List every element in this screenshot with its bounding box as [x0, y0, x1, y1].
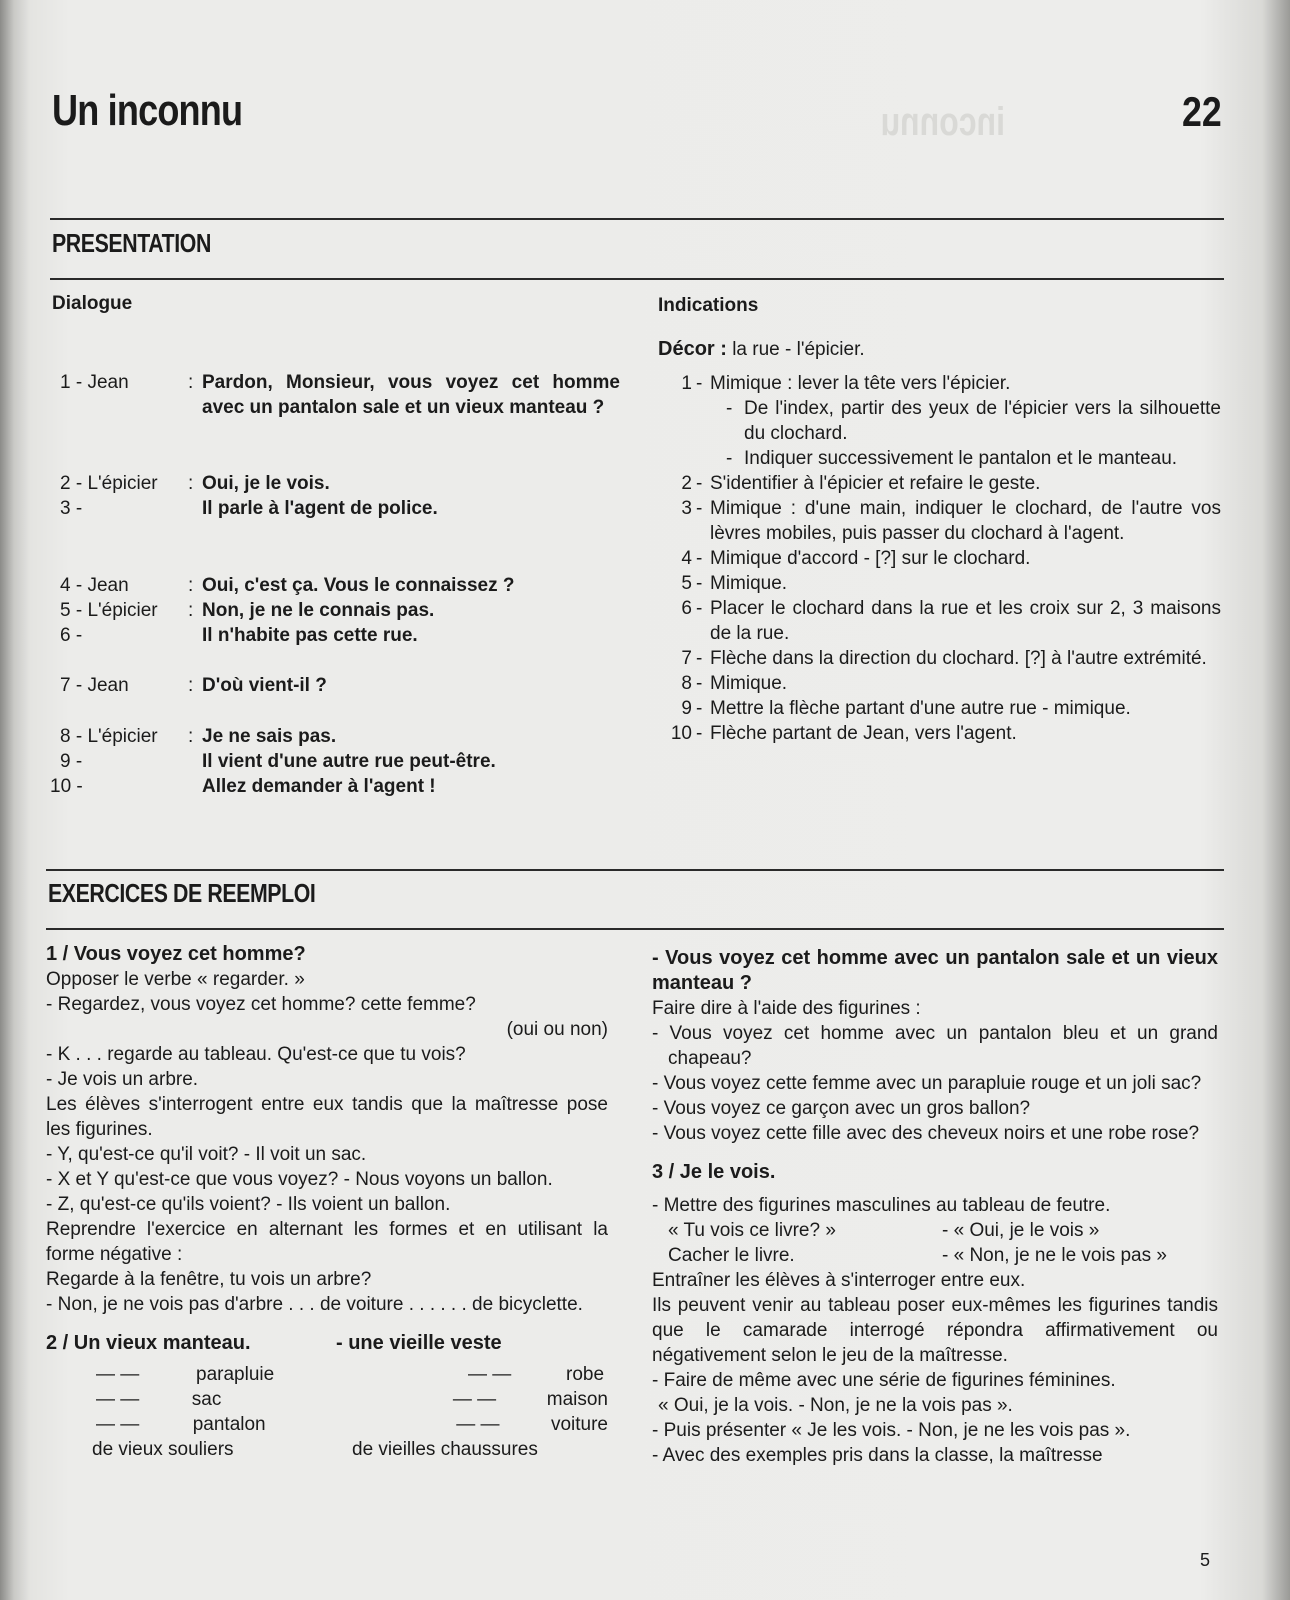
vocab-word: maison: [546, 1389, 608, 1410]
speaker: 10 -: [50, 776, 83, 797]
vocab-dash: — —: [468, 1364, 512, 1385]
indication-text: Mettre la flèche partant d'une autre rue - mimique.: [710, 698, 1131, 719]
section-rule-bottom: [46, 928, 1224, 930]
dialogue-line: 7 - Jean : D'où vient-il ?: [50, 673, 620, 698]
indication-text: Mimique : d'une main, indiquer le clochard, de l'autre vos lèvres mobiles, puis passer du clochard à l'agent.: [710, 498, 1221, 544]
section-rule-bottom: [50, 278, 1224, 280]
speaker: 8 - L'épicier: [60, 726, 158, 747]
line-text: Allez demander à l'agent !: [202, 776, 436, 797]
exercise-line: - Faire de même avec une série de figurines féminines.: [652, 1370, 1116, 1391]
indication-item: 7 - Flèche dans la direction du clochard. [?] à l'autre extrémité.: [656, 646, 1221, 671]
indication-number: 1: [681, 373, 692, 394]
section-rule-top: [50, 218, 1224, 220]
dialogue-line: [50, 623, 620, 648]
line-text: Non, je ne le connais pas.: [202, 600, 435, 621]
dialogue-line: [50, 749, 620, 774]
indication-item: 4 - Mimique d'accord - [?] sur le clochard.: [656, 546, 1221, 571]
lesson-number: 22: [1182, 88, 1222, 135]
indication-subitem: - Indiquer successivement le pantalon et le manteau.: [656, 446, 1221, 471]
line-text: Pardon, Monsieur, vous voyez cet homme avec un pantalon sale et un vieux manteau ?: [202, 372, 620, 418]
line-text: Il n'habite pas cette rue.: [202, 625, 418, 646]
exercices-heading: EXERCICES DE REEMPLOI: [48, 878, 316, 908]
vocab-word: de vieilles chaussures: [352, 1439, 538, 1460]
vocab-row: [46, 1362, 608, 1387]
indication-text: Indiquer successivement le pantalon et le manteau.: [744, 448, 1178, 469]
section-rule-top: [46, 869, 1224, 871]
exercise-line: - « Non, je ne le vois pas »: [942, 1245, 1167, 1266]
dialogue-line: 2 - L'épicier : Oui, je le vois.: [50, 471, 620, 496]
line-text: Oui, je le vois.: [202, 473, 330, 494]
exercise-2-heading: 2 / Un vieux manteau.: [46, 1332, 251, 1354]
indication-number: 7: [681, 648, 692, 669]
speaker: 1 - Jean: [60, 372, 129, 393]
exercise-3-heading: 3 / Je le vois.: [652, 1161, 776, 1183]
exercise-line: - Vous voyez cet homme avec un pantalon bleu et un grand chapeau?: [652, 1023, 1218, 1069]
indication-text: De l'index, partir des yeux de l'épicier vers la silhouette du clochard.: [744, 398, 1221, 444]
exercise-line: - Vous voyez cette fille avec des cheveux noirs et une robe rose?: [652, 1123, 1200, 1144]
indication-number: 9: [681, 698, 692, 719]
dialogue-line: 5 - L'épicier : Non, je ne le connais pas.: [50, 598, 620, 623]
vocab-dash: — —: [96, 1389, 140, 1410]
indication-number: 8: [681, 673, 692, 694]
speaker: 9 -: [60, 751, 83, 772]
indication-text: S'identifier à l'épicier et refaire le geste.: [710, 473, 1041, 494]
exercise-text: Faire dire à l'aide des figurines :: [652, 998, 921, 1019]
vocab-word: robe: [566, 1364, 605, 1385]
speaker: 6 -: [60, 625, 83, 646]
indication-text: Mimique : lever la tête vers l'épicier.: [710, 373, 1011, 394]
exercise-line: Cacher le livre.: [668, 1245, 795, 1266]
dialogue-line: 1 - Jean : Pardon, Monsieur, vous voyez cet homme avec un pantalon sale et un vieux manteau ?: [50, 370, 620, 420]
dialogue-line: [50, 774, 620, 799]
indication-text: Flèche dans la direction du clochard. [?] à l'autre extrémité.: [710, 648, 1207, 669]
indications-heading: Indications: [658, 295, 759, 316]
exercise-text: Ils peuvent venir au tableau poser eux-mêmes les figurines tandis que le camarade interrogé répondra affirmativement ou négativement selon le jeu de la maîtresse.: [652, 1295, 1218, 1366]
exercise-line: - Y, qu'est-ce qu'il voit? - Il voit un sac.: [46, 1144, 367, 1165]
speaker: 4 - Jean: [60, 575, 129, 596]
indication-item: 5 - Mimique.: [656, 571, 1221, 596]
exercise-line: - K . . . regarde au tableau. Qu'est-ce que tu vois?: [46, 1044, 466, 1065]
indication-text: Mimique.: [710, 573, 788, 594]
indication-number: 5: [681, 573, 692, 594]
indication-item: 6 - Placer le clochard dans la rue et les croix sur 2, 3 maisons de la rue.: [656, 596, 1221, 646]
vocab-dash: — —: [456, 1414, 500, 1435]
exercise-line: (oui ou non): [506, 1019, 608, 1040]
vocab-word: de vieux souliers: [92, 1439, 234, 1460]
indication-item: 9 - Mettre la flèche partant d'une autre rue - mimique.: [656, 696, 1221, 721]
indication-number: 6: [681, 598, 692, 619]
exercise-line: - Z, qu'est-ce qu'ils voient? - Ils voient un ballon.: [46, 1194, 451, 1215]
vocab-row: [46, 1387, 608, 1412]
line-text: D'où vient-il ?: [202, 675, 327, 696]
exercise-line: - « Oui, je le vois »: [942, 1220, 1100, 1241]
exercise-text: Opposer le verbe « regarder. »: [46, 969, 305, 990]
dialogue-line: [50, 496, 620, 521]
indication-item: 2 - S'identifier à l'épicier et refaire le geste.: [656, 471, 1221, 496]
exercise-line: « Oui, je la vois. - Non, je ne la vois pas ».: [658, 1395, 1013, 1416]
indication-text: Mimique d'accord - [?] sur le clochard.: [710, 548, 1031, 569]
footer-page-number: 5: [1199, 1550, 1210, 1570]
dialogue-line: 8 - L'épicier : Je ne sais pas.: [50, 724, 620, 749]
decor-label: Décor :: [658, 338, 727, 360]
indication-number: 2: [681, 473, 692, 494]
indication-item: 1 - Mimique : lever la tête vers l'épicier.: [656, 371, 1221, 396]
dialogue-line: 4 - Jean : Oui, c'est ça. Vous le connaissez ?: [50, 573, 620, 598]
exercise-line: - X et Y qu'est-ce que vous voyez? - Nous voyons un ballon.: [46, 1169, 553, 1190]
vocab-word: parapluie: [196, 1364, 275, 1385]
exercise-text: Entraîner les élèves à s'interroger entre eux.: [652, 1270, 1026, 1291]
exercise-text: Regarde à la fenêtre, tu vois un arbre?: [46, 1269, 372, 1290]
exercise-line: - Avec des exemples pris dans la classe, la maîtresse: [652, 1445, 1103, 1466]
exercise-1-heading: 1 / Vous voyez cet homme?: [46, 943, 306, 965]
exercise-line: - Vous voyez cette femme avec un parapluie rouge et un joli sac?: [652, 1073, 1202, 1094]
exercise-line: - Non, je ne vois pas d'arbre . . . de voiture . . . . . . de bicyclette.: [46, 1294, 583, 1315]
exercise-heading: - Vous voyez cet homme avec un pantalon sale et un vieux manteau ?: [652, 947, 1218, 994]
line-text: Oui, c'est ça. Vous le connaissez ?: [202, 575, 515, 596]
line-text: Je ne sais pas.: [202, 726, 337, 747]
indication-subitem: - De l'index, partir des yeux de l'épicier vers la silhouette du clochard.: [726, 398, 1221, 444]
page-title: Un inconnu: [52, 86, 243, 135]
dialogue-heading: Dialogue: [52, 293, 133, 314]
indication-text: Placer le clochard dans la rue et les croix sur 2, 3 maisons de la rue.: [710, 598, 1221, 644]
indication-number: 10: [670, 723, 692, 744]
vocab-word: pantalon: [192, 1414, 266, 1435]
line-text: Il vient d'une autre rue peut-être.: [202, 751, 496, 772]
exercise-text: Reprendre l'exercice en alternant les formes et en utilisant la forme négative :: [46, 1219, 608, 1265]
exercise-text: Les élèves s'interrogent entre eux tandis que la maîtresse pose les figurines.: [46, 1094, 608, 1140]
bleed-through-text: inconnu: [880, 100, 1005, 144]
decor-text: la rue - l'épicier.: [732, 339, 865, 360]
speaker: 7 - Jean: [60, 675, 129, 696]
vocab-dash: — —: [96, 1414, 140, 1435]
indication-text: Flèche partant de Jean, vers l'agent.: [710, 723, 1017, 744]
speaker: 2 - L'épicier: [60, 473, 158, 494]
presentation-heading: PRESENTATION: [52, 228, 211, 258]
indication-number: 4: [681, 548, 692, 569]
line-text: Il parle à l'agent de police.: [202, 498, 438, 519]
indication-number: 3: [681, 498, 692, 519]
indication-item: 8 - Mimique.: [656, 671, 1221, 696]
indication-item: 3 - Mimique : d'une main, indiquer le clochard, de l'autre vos lèvres mobiles, puis passer du clochard à l'agent.: [656, 496, 1221, 546]
indication-text: Mimique.: [710, 673, 788, 694]
vocab-word: voiture: [550, 1414, 608, 1435]
exercise-line: - Mettre des figurines masculines au tableau de feutre.: [652, 1195, 1111, 1216]
indications-block: [656, 337, 1221, 746]
exercise-line: - Vous voyez ce garçon avec un gros ballon?: [652, 1098, 1031, 1119]
vocab-dash: — —: [452, 1389, 497, 1410]
exercise-line: - Je vois un arbre.: [46, 1069, 199, 1090]
vocab-dash: — —: [96, 1364, 140, 1385]
exercise-right-column: [652, 946, 1218, 1468]
indication-item: 10 - Flèche partant de Jean, vers l'agent.: [656, 721, 1221, 746]
vocab-word: sac: [191, 1389, 222, 1410]
exercise-line: - Puis présenter « Je les vois. - Non, je ne les vois pas ».: [652, 1420, 1131, 1441]
exercise-left-column: [46, 942, 608, 1462]
exercise-line: « Tu vois ce livre? »: [668, 1220, 836, 1241]
vocab-row: [46, 1412, 608, 1437]
exercise-2-subheading: - une vieille veste: [336, 1332, 502, 1354]
speaker: 3 -: [60, 498, 83, 519]
vocab-row: [46, 1437, 608, 1462]
speaker: 5 - L'épicier: [60, 600, 158, 621]
decor-line: [658, 337, 1221, 362]
exercise-line: - Regardez, vous voyez cet homme? cette femme?: [46, 994, 476, 1015]
vocab-table: [46, 1362, 608, 1462]
